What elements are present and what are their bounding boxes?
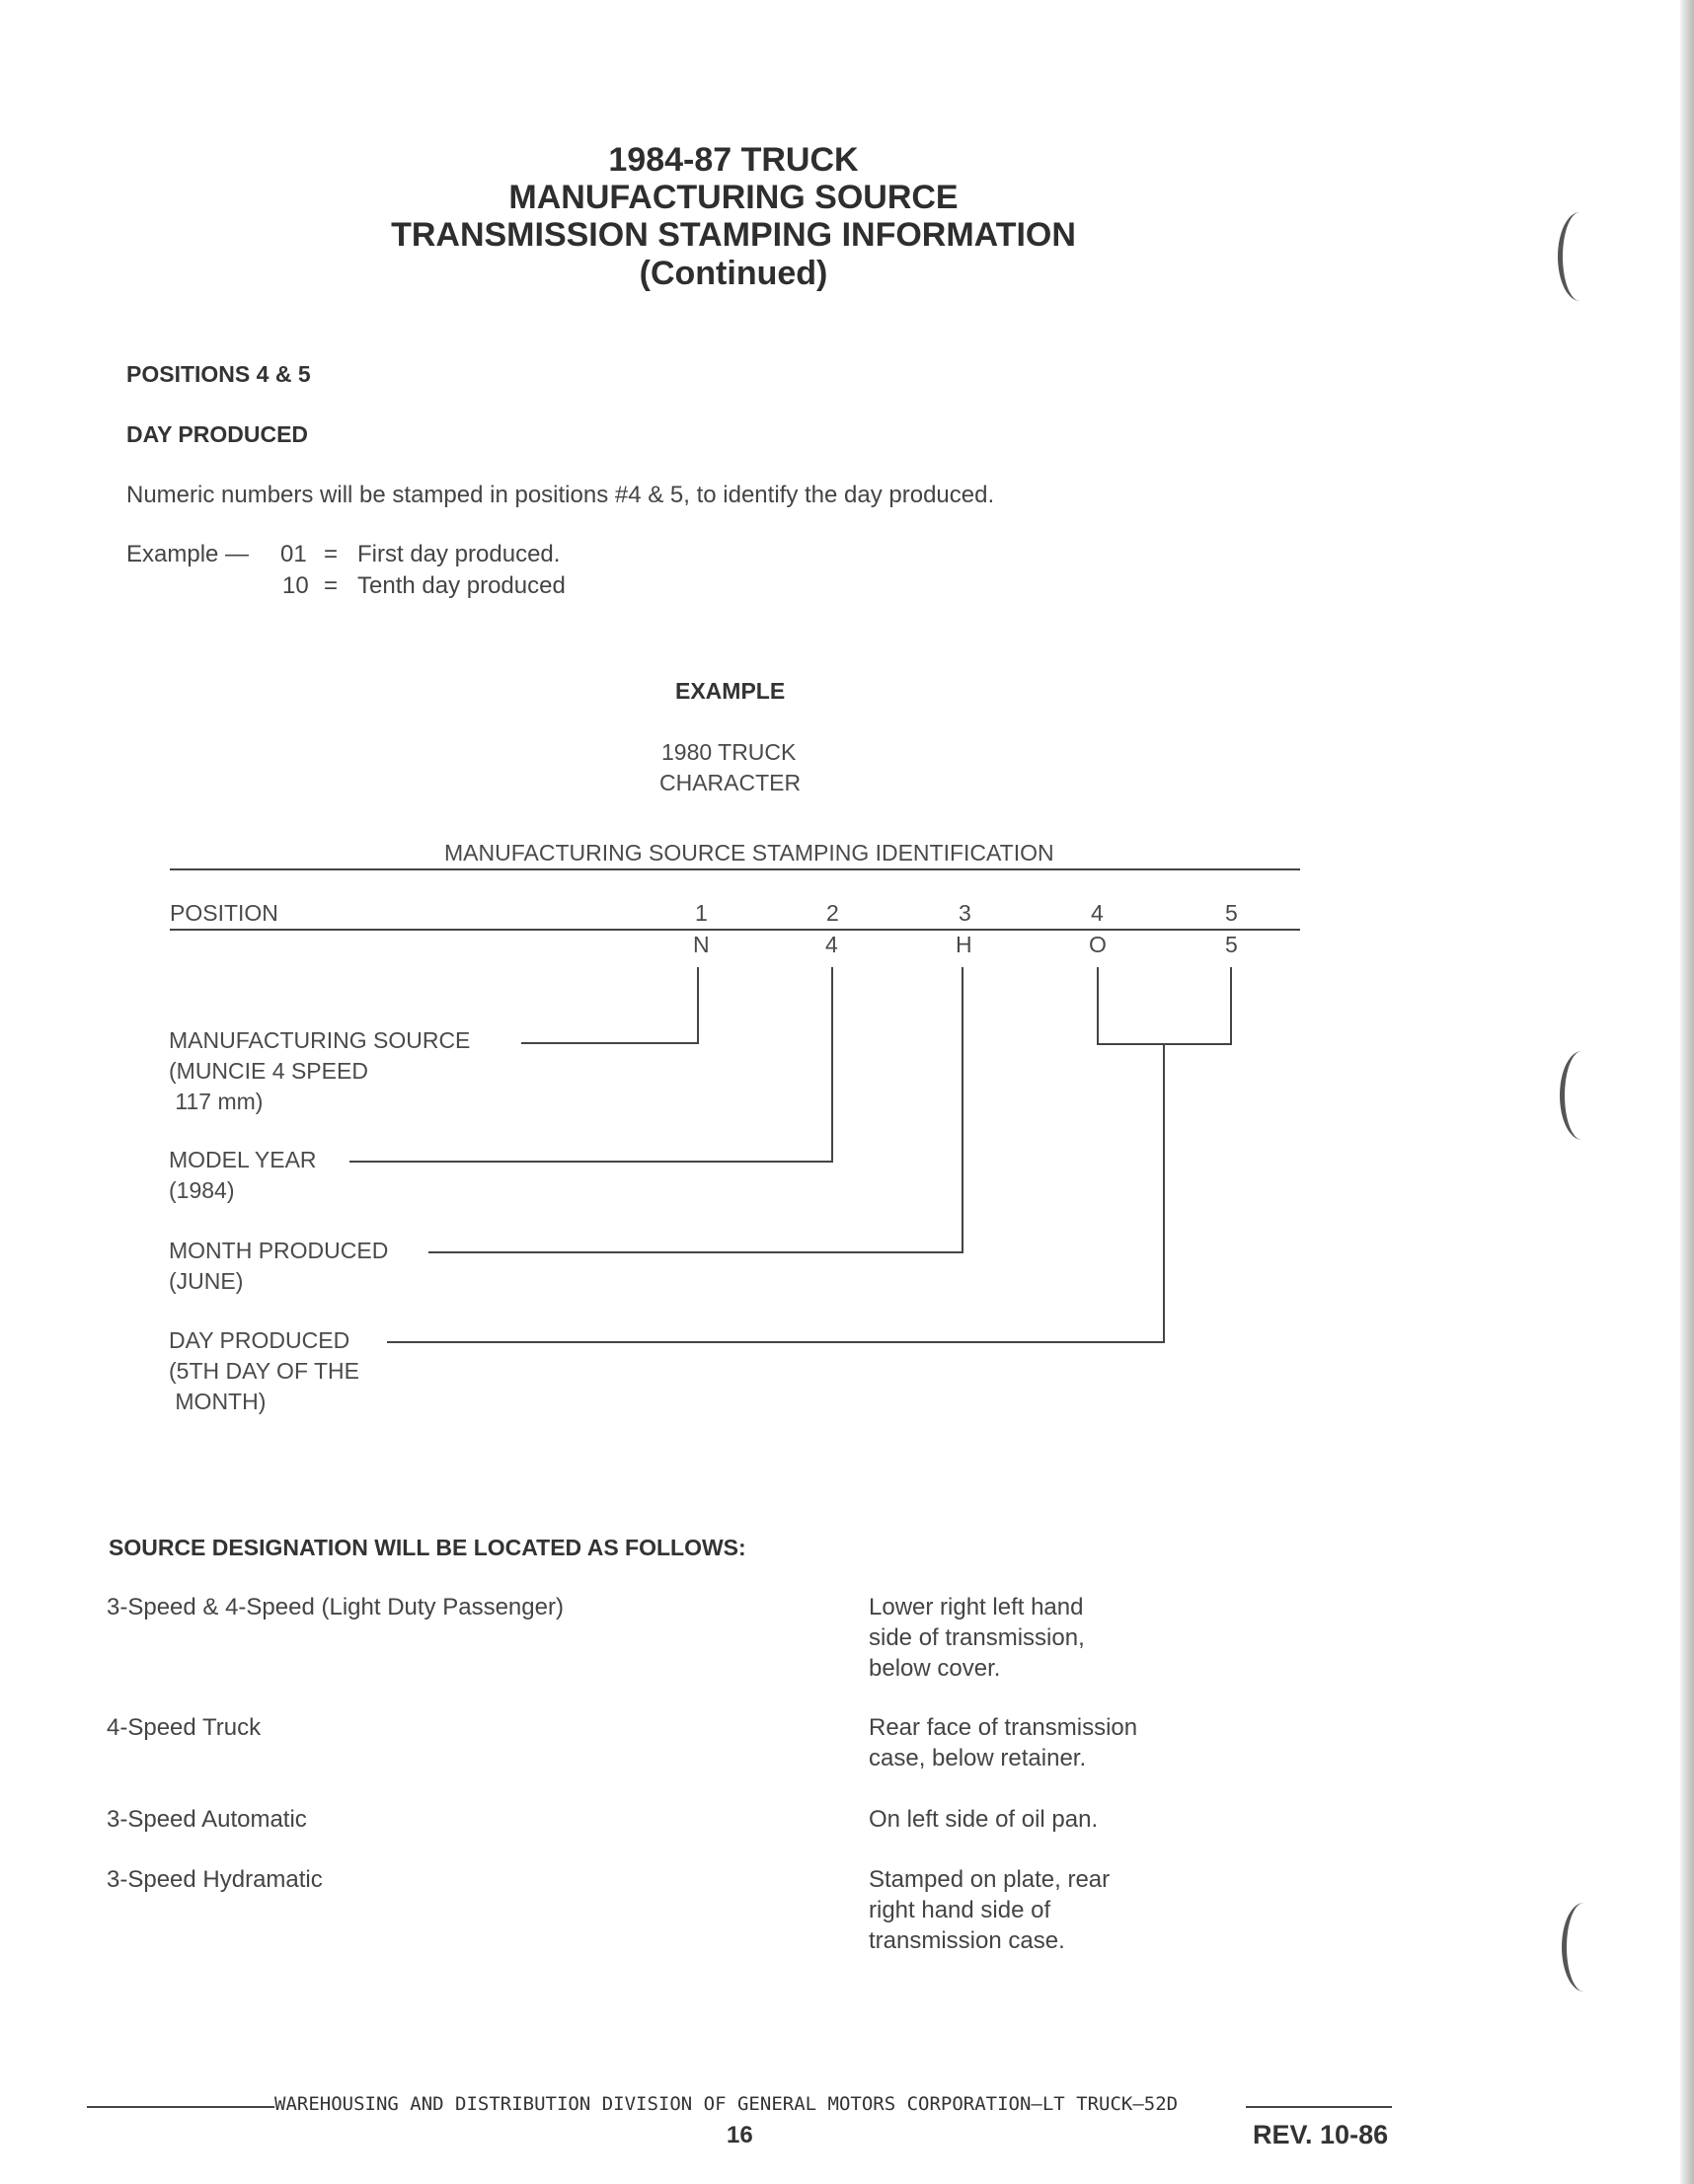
leader-horizontal-3 bbox=[428, 1251, 963, 1253]
position-number: 2 bbox=[826, 900, 839, 926]
label-day-produced: DAY PRODUCED bbox=[169, 1327, 350, 1353]
example-equals: = bbox=[324, 572, 339, 599]
leader-horizontal-1 bbox=[521, 1042, 699, 1044]
example-text: First day produced. bbox=[357, 541, 561, 567]
position-number: 3 bbox=[959, 900, 971, 926]
header-rule bbox=[170, 868, 1300, 870]
source-location: side of transmission, bbox=[869, 1624, 1085, 1651]
source-heading: SOURCE DESIGNATION WILL BE LOCATED AS FOLLOWS: bbox=[109, 1535, 746, 1560]
stamp-character: H bbox=[956, 932, 972, 957]
position-number: 4 bbox=[1091, 900, 1104, 926]
footer-rule-left bbox=[87, 2106, 274, 2108]
source-location: transmission case. bbox=[869, 1927, 1065, 1954]
label-manufacturing-source-detail: (MUNCIE 4 SPEED bbox=[169, 1058, 368, 1084]
leader-vertical-2 bbox=[831, 967, 833, 1162]
stamp-character: N bbox=[693, 932, 710, 957]
punch-hole-top bbox=[1558, 212, 1602, 301]
source-location: case, below retainer. bbox=[869, 1745, 1087, 1771]
position-label: POSITION bbox=[170, 900, 278, 926]
page-title-line3: TRANSMISSION STAMPING INFORMATION bbox=[391, 216, 1076, 254]
page-title-line4: (Continued) bbox=[639, 255, 828, 292]
example-equals: = bbox=[324, 541, 339, 567]
leader-horizontal-45 bbox=[387, 1341, 1165, 1343]
source-location: Stamped on plate, rear bbox=[869, 1866, 1111, 1893]
label-month-produced: MONTH PRODUCED bbox=[169, 1238, 389, 1263]
position-rule bbox=[170, 929, 1300, 931]
leader-horizontal-2 bbox=[349, 1161, 833, 1163]
label-day-produced-detail: (5TH DAY OF THE bbox=[169, 1358, 359, 1384]
source-location: right hand side of bbox=[869, 1897, 1051, 1923]
source-location: Rear face of transmission bbox=[869, 1714, 1138, 1741]
example-heading: EXAMPLE bbox=[675, 678, 786, 704]
source-location: On left side of oil pan. bbox=[869, 1806, 1099, 1833]
footer-rule-right bbox=[1246, 2106, 1392, 2108]
page-edge-shadow bbox=[1680, 0, 1694, 2184]
leader-vertical-5 bbox=[1230, 967, 1232, 1044]
label-manufacturing-source: MANUFACTURING SOURCE bbox=[169, 1027, 471, 1053]
positions-heading: POSITIONS 4 & 5 bbox=[126, 361, 311, 387]
revision-label: REV. 10-86 bbox=[1253, 2120, 1389, 2149]
source-type: 3-Speed Automatic bbox=[107, 1806, 307, 1833]
diagram-header: MANUFACTURING SOURCE STAMPING IDENTIFICATION bbox=[444, 840, 1054, 866]
page-title-line2: MANUFACTURING SOURCE bbox=[508, 179, 959, 216]
source-location: below cover. bbox=[869, 1655, 1001, 1682]
source-type: 3-Speed Hydramatic bbox=[107, 1866, 323, 1893]
label-day-produced-detail: MONTH) bbox=[169, 1389, 267, 1414]
stamp-character: O bbox=[1089, 932, 1107, 957]
position-number: 1 bbox=[695, 900, 708, 926]
day-produced-heading: DAY PRODUCED bbox=[126, 421, 309, 447]
page-number: 16 bbox=[727, 2122, 753, 2148]
example-subtitle-1: 1980 TRUCK bbox=[661, 739, 797, 765]
source-type: 4-Speed Truck bbox=[107, 1714, 262, 1741]
leader-vertical-3 bbox=[962, 967, 963, 1253]
label-month-produced-detail: (JUNE) bbox=[169, 1268, 244, 1294]
punch-hole-middle bbox=[1560, 1051, 1604, 1140]
punch-hole-bottom bbox=[1562, 1903, 1606, 1992]
intro-text: Numeric numbers will be stamped in positions #4 & 5, to identify the day produced. bbox=[126, 482, 995, 508]
stamp-character: 4 bbox=[825, 932, 838, 957]
example-text: Tenth day produced bbox=[357, 572, 566, 599]
example-subtitle-2: CHARACTER bbox=[659, 770, 802, 795]
position-number: 5 bbox=[1225, 900, 1238, 926]
leader-vertical-1 bbox=[697, 967, 699, 1043]
leader-vertical-4 bbox=[1097, 967, 1099, 1044]
example-prefix: Example — bbox=[126, 541, 250, 567]
label-model-year-detail: (1984) bbox=[169, 1177, 235, 1203]
footer-text: WAREHOUSING AND DISTRIBUTION DIVISION OF GENERAL MOTORS CORPORATION—LT TRUCK—52D bbox=[274, 2093, 1179, 2115]
stamp-character: 5 bbox=[1225, 932, 1238, 957]
source-location: Lower right left hand bbox=[869, 1594, 1084, 1620]
source-type: 3-Speed & 4-Speed (Light Duty Passenger) bbox=[107, 1594, 564, 1620]
leader-vertical-45 bbox=[1163, 1043, 1165, 1342]
example-code: 01 bbox=[280, 541, 307, 567]
page-title-line1: 1984-87 TRUCK bbox=[608, 141, 859, 179]
label-model-year: MODEL YEAR bbox=[169, 1147, 317, 1172]
example-code: 10 bbox=[282, 572, 309, 599]
label-manufacturing-source-detail: 117 mm) bbox=[169, 1089, 264, 1114]
